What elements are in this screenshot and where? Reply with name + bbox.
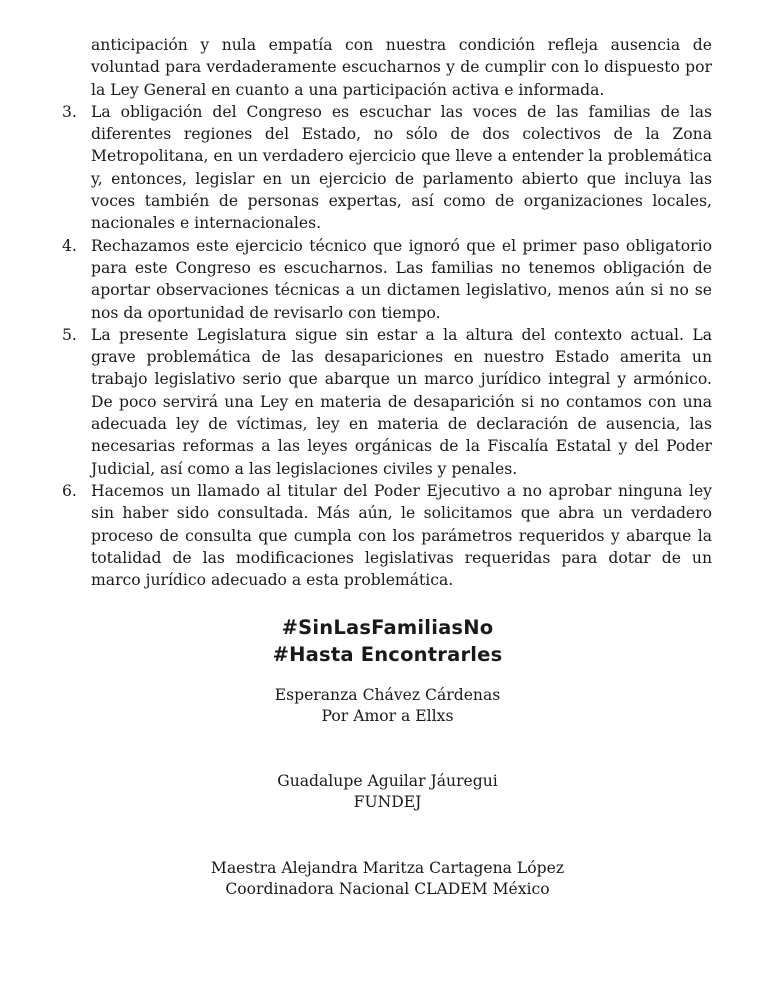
signatory-organization: FUNDEJ	[353, 793, 422, 811]
signatory-name: Guadalupe Aguilar Jáuregui	[277, 772, 498, 790]
list-item-text: La obligación del Congreso es escuchar las voces de las familias de las diferentes regiones del Estado, no sólo de dos colectivos de la Zona Metropolitana, en un verdadero ejercicio que lleve a entender la problemática y, entonces, legislar en un ejercicio de parlamento abierto que incluya las voces también de personas expertas, así como de organizaciones locales, nacionales e internacionales.	[91, 102, 712, 233]
signatory-name: Esperanza Chávez Cárdenas	[274, 686, 501, 704]
hashtag-sin-las-familias-no: #SinLasFamiliasNo	[281, 616, 494, 639]
hashtags-block	[0, 614, 775, 668]
signature-block	[0, 771, 775, 813]
list-item-text: anticipación y nula empatía con nuestra condición refleja ausencia de voluntad para verdaderamente escucharnos y de cumplir con lo dispuesto por la Ley General en cuanto a una participación activa e informada.	[91, 36, 712, 99]
list-item-number: 6.	[62, 481, 77, 500]
signature-block	[0, 858, 775, 900]
list-item-continuation	[62, 34, 712, 101]
demands-list	[62, 34, 712, 591]
list-item-text: Hacemos un llamado al titular del Poder Ejecutivo a no aprobar ninguna ley sin haber sido consultada. Más aún, le solicitamos que abra un verdadero proceso de consulta que cumpla con los parámetros requeridos y abarque la totalidad de las modificaciones legislativas requeridas para dotar de un marco jurídico adecuado a esta problemática.	[91, 481, 712, 590]
signatory-name: Maestra Alejandra Maritza Cartagena López	[210, 859, 565, 877]
list-item-number: 3.	[62, 102, 77, 121]
signatory-organization: Por Amor a Ellxs	[321, 707, 454, 725]
list-item-text: Rechazamos este ejercicio técnico que ignoró que el primer paso obligatorio para este Congreso es escucharnos. Las familias no tenemos obligación de aportar observaciones técnicas a un dictamen legislativo, menos aún si no se nos da oportunidad de revisarlo con tiempo.	[91, 236, 712, 322]
list-item-number: 5.	[62, 325, 77, 344]
list-item-5	[62, 324, 712, 480]
list-item-6	[62, 480, 712, 591]
signature-block	[0, 685, 775, 727]
list-item-text: La presente Legislatura sigue sin estar a la altura del contexto actual. La grave problemática de las desapariciones en nuestro Estado amerita un trabajo legislativo serio que abarque un marco jurídico integral y armónico. De poco servirá una Ley en materia de desaparición si no contamos con una adecuada ley de víctimas, ley en materia de declaración de ausencia, las necesarias reformas a las leyes orgánicas de la Fiscalía Estatal y del Poder Judicial, así como a las legislaciones civiles y penales.	[91, 325, 712, 478]
list-item-3	[62, 101, 712, 235]
hashtag-hasta-encontrarles: #Hasta Encontrarles	[272, 643, 503, 666]
list-item-4	[62, 235, 712, 324]
signatory-organization: Coordinadora Nacional CLADEM México	[225, 880, 550, 898]
list-item-number: 4.	[62, 236, 77, 255]
